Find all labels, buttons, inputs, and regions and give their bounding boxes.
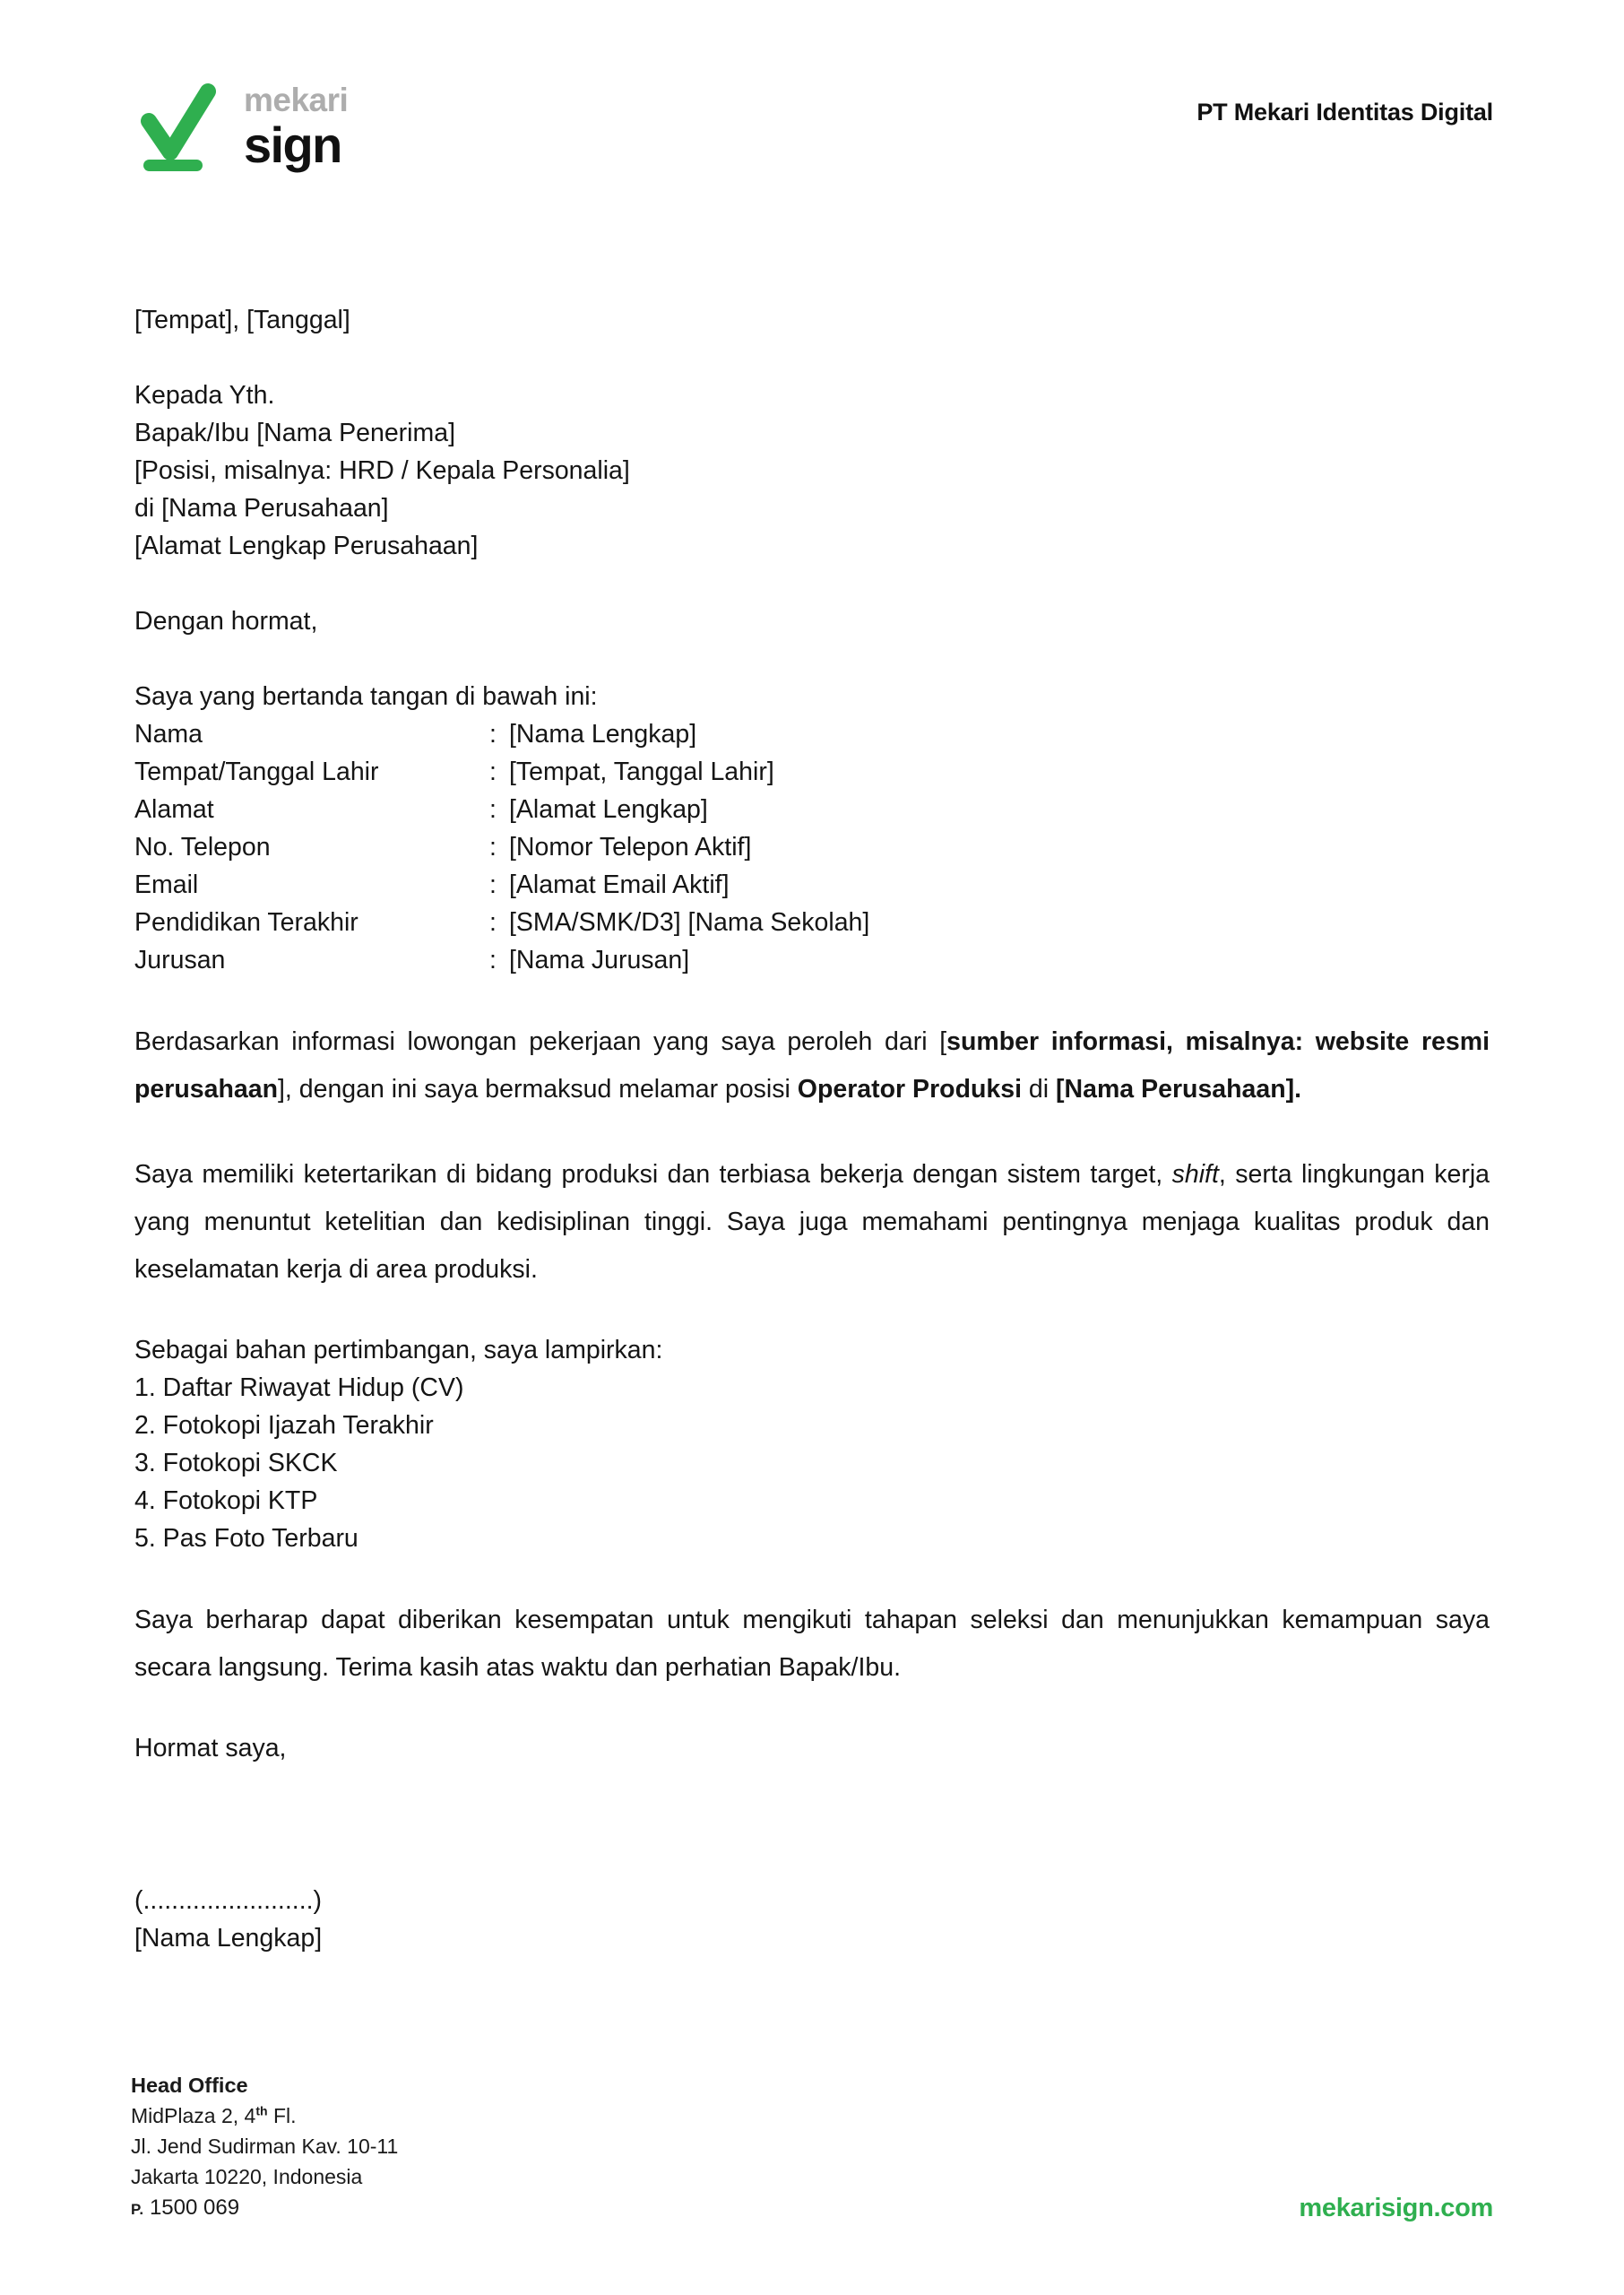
spacer bbox=[134, 339, 1490, 377]
table-row bbox=[134, 753, 1490, 791]
phone-number: 1500 069 bbox=[149, 2195, 240, 2220]
website-link[interactable]: mekarisign.com bbox=[1299, 2194, 1493, 2222]
table-row bbox=[134, 941, 1490, 979]
data-label: Tempat/Tanggal Lahir bbox=[134, 758, 379, 786]
data-colon: : bbox=[489, 795, 497, 824]
data-value: [Alamat Lengkap] bbox=[509, 795, 708, 824]
data-label: Alamat bbox=[134, 795, 214, 824]
data-colon: : bbox=[489, 870, 497, 899]
data-colon: : bbox=[489, 908, 497, 937]
company-name-header: PT Mekari Identitas Digital bbox=[1196, 99, 1493, 126]
attachments-intro: Sebagai bahan pertimbangan, saya lampirkan: bbox=[134, 1336, 663, 1364]
address-line-3: Jakarta 10220, Indonesia bbox=[131, 2165, 363, 2188]
signature-name: [Nama Lengkap] bbox=[134, 1924, 323, 1953]
attachments-list bbox=[134, 1369, 1490, 1557]
paragraph-motivation bbox=[134, 1151, 1490, 1294]
address-line-1-post: Fl. bbox=[267, 2104, 297, 2127]
data-colon: : bbox=[489, 720, 497, 749]
data-colon: : bbox=[489, 833, 497, 862]
recipient-name: Bapak/Ibu [Nama Penerima] bbox=[134, 419, 456, 447]
data-label: Jurusan bbox=[134, 946, 226, 974]
spacer bbox=[134, 1557, 1490, 1597]
spacer bbox=[134, 1294, 1490, 1331]
green-check-mark-icon bbox=[131, 79, 224, 174]
table-row bbox=[134, 791, 1490, 828]
address-line-1-pre: MidPlaza 2, 4 bbox=[131, 2104, 256, 2127]
para-text: ], dengan ini saya bermaksud melamar posisi bbox=[277, 1075, 798, 1104]
logo-mekari-text: mekari bbox=[244, 81, 349, 118]
data-value: [Nomor Telepon Aktif] bbox=[509, 833, 752, 862]
recipient-company: di [Nama Perusahaan] bbox=[134, 494, 389, 523]
head-office-title: Head Office bbox=[131, 2074, 248, 2097]
personal-data-table bbox=[134, 715, 1490, 979]
data-value: [Tempat, Tanggal Lahir] bbox=[509, 758, 774, 786]
list-item: 1. Daftar Riwayat Hidup (CV) bbox=[134, 1373, 464, 1402]
spacer bbox=[134, 1113, 1490, 1151]
sign-off: Hormat saya, bbox=[134, 1734, 287, 1762]
data-label: Pendidikan Terakhir bbox=[134, 908, 358, 937]
list-item: 5. Pas Foto Terbaru bbox=[134, 1524, 358, 1553]
recipient-salutation: Kepada Yth. bbox=[134, 381, 275, 410]
italic-shift: shift bbox=[1171, 1160, 1219, 1189]
address-line-1 bbox=[131, 2100, 398, 2131]
data-label: Nama bbox=[134, 720, 203, 749]
table-row bbox=[134, 715, 1490, 753]
address-ordinal-suffix: th bbox=[255, 2103, 268, 2118]
table-row bbox=[134, 904, 1490, 941]
spacer bbox=[134, 565, 1490, 602]
list-item: 4. Fotokopi KTP bbox=[134, 1486, 318, 1515]
bold-position: Operator Produksi bbox=[797, 1075, 1023, 1104]
signature-line: (........................) bbox=[134, 1886, 323, 1915]
list-item: 2. Fotokopi Ijazah Terakhir bbox=[134, 1411, 434, 1440]
spacer bbox=[134, 1692, 1490, 1729]
data-colon: : bbox=[489, 946, 497, 974]
data-label: Email bbox=[134, 870, 199, 899]
place-and-date: [Tempat], [Tanggal] bbox=[134, 306, 350, 334]
para-text: di bbox=[1022, 1075, 1057, 1104]
para-text: Berdasarkan informasi lowongan pekerjaan yang saya peroleh dari [ bbox=[134, 1027, 947, 1056]
recipient-address: [Alamat Lengkap Perusahaan] bbox=[134, 532, 479, 560]
signature-space bbox=[134, 1767, 1490, 1882]
paragraph-closing: Saya berharap dapat diberikan kesempatan untuk mengikuti tahapan seleksi dan menunjukkan kemampuan saya secara langsung. Terima kasih atas waktu dan perhatian Bapak/Ibu. bbox=[134, 1606, 1490, 1682]
logo-sign-text: sign bbox=[244, 116, 341, 173]
paragraph-job-source bbox=[134, 1018, 1490, 1113]
table-row bbox=[134, 866, 1490, 904]
bold-source-info: sumber informasi, misalnya: website resmi perusahaan bbox=[134, 1027, 1490, 1104]
phone-row bbox=[131, 2192, 398, 2225]
document-footer bbox=[131, 2070, 1493, 2225]
data-value: [Nama Lengkap] bbox=[509, 720, 697, 749]
para-text: Saya memiliki ketertarikan di bidang produksi dan terbiasa bekerja dengan sistem target, bbox=[134, 1160, 1172, 1189]
data-value: [SMA/SMK/D3] [Nama Sekolah] bbox=[509, 908, 870, 937]
data-value: [Alamat Email Aktif] bbox=[509, 870, 730, 899]
recipient-position: [Posisi, misalnya: HRD / Kepala Personalia] bbox=[134, 456, 630, 485]
bold-company: [Nama Perusahaan]. bbox=[1056, 1075, 1302, 1104]
document-header bbox=[131, 79, 1493, 178]
data-label: No. Telepon bbox=[134, 833, 271, 862]
list-item: 3. Fotokopi SKCK bbox=[134, 1449, 338, 1477]
spacer bbox=[134, 979, 1490, 1018]
letter-body bbox=[134, 301, 1490, 1957]
data-value: [Nama Jurusan] bbox=[509, 946, 690, 974]
para-text: , serta lingkungan kerja yang menuntut ketelitian dan kedisiplinan tinggi. Saya juga memahami pentingnya menjaga kualitas produk dan keselamatan kerja di area produksi. bbox=[134, 1160, 1490, 1284]
data-colon: : bbox=[489, 758, 497, 786]
phone-label: P. bbox=[131, 2201, 144, 2218]
address-line-2: Jl. Jend Sudirman Kav. 10-11 bbox=[131, 2135, 399, 2158]
greeting: Dengan hormat, bbox=[134, 607, 318, 636]
logo-wordmark bbox=[244, 81, 349, 173]
spacer bbox=[134, 640, 1490, 678]
personal-data-intro: Saya yang bertanda tangan di bawah ini: bbox=[134, 682, 598, 711]
table-row bbox=[134, 828, 1490, 866]
mekari-sign-logo bbox=[131, 79, 348, 174]
head-office-address bbox=[131, 2070, 398, 2225]
